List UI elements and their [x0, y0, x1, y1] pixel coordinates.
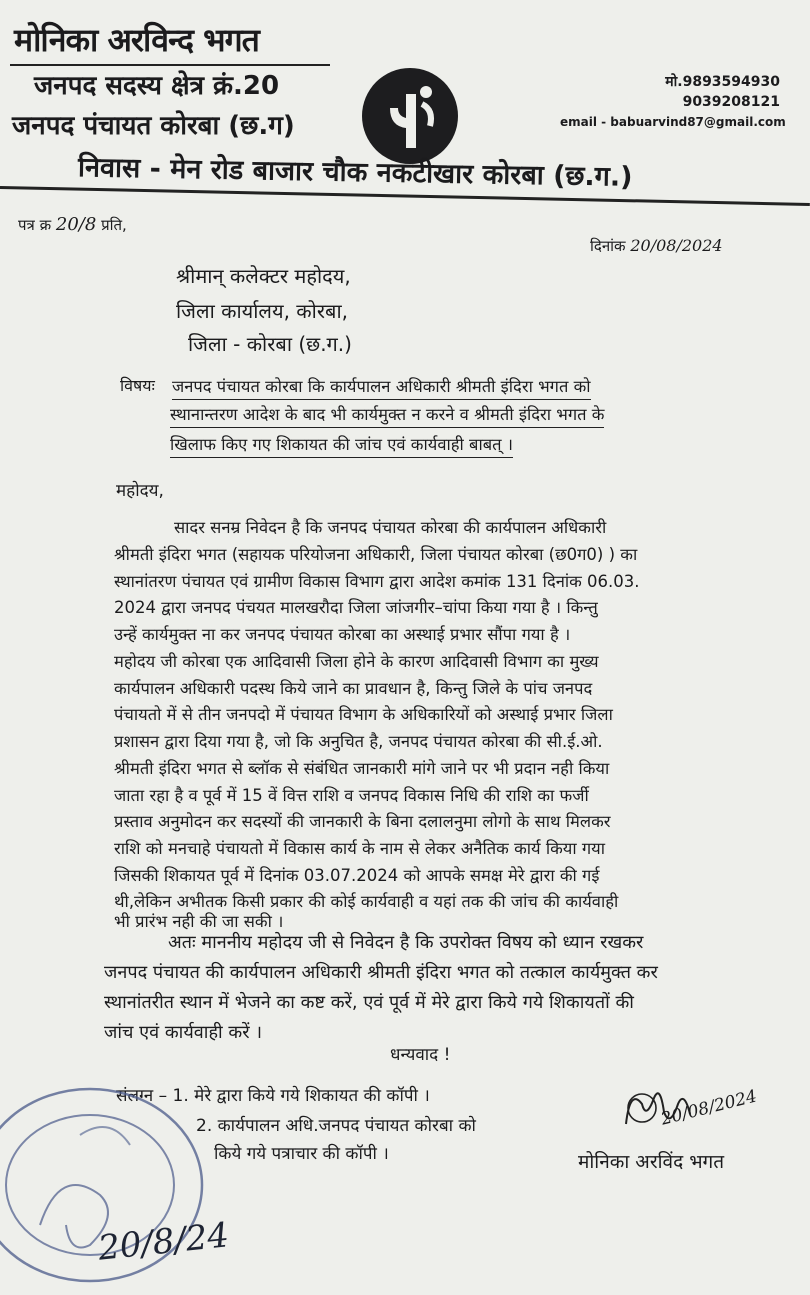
closing-line: अतः माननीय महोदय जी से निवेदन है कि उपरोक्त विषय को ध्यान रखकर [168, 932, 644, 953]
closing-line: जनपद पंचायत की कार्यपालन अधिकारी श्रीमती इंदिरा भगत को तत्काल कार्यमुक्त कर [104, 962, 658, 983]
thanks: धन्यवाद ! [390, 1045, 451, 1065]
letter-date [590, 236, 723, 256]
body-line: थी,लेकिन अभीतक किसी प्रकार की कोई कार्यवाही व यहां तक की जांच की कार्यवाही [114, 892, 619, 911]
body-line: श्रीमती इंदिरा भगत से ब्लॉक से संबंधित जानकारी मांगे जाने पर भी प्रदान नही किया [114, 759, 610, 778]
body-line: भी प्रारंभ नही की जा सकी । [114, 912, 284, 931]
body-line: श्रीमती इंदिरा भगत (सहायक परियोजना अधिकारी, जिला पंचायत कोरबा (छ0ग0) ) का [114, 545, 638, 564]
date-value: 20/08/2024 [630, 236, 723, 255]
enclosure-line-1: संलग्न – 1. मेरे द्वारा किये गये शिकायत की कॉपी । [116, 1086, 430, 1106]
letter-reference [18, 214, 127, 235]
body-line: उन्हें कार्यमुक्त ना कर जनपद पंचायत कोरबा का अस्थाई प्रभार सौंपा गया है । [114, 625, 571, 644]
phone-1: मो.9893594930 [665, 74, 780, 90]
email: email - babuarvind87@gmail.com [560, 115, 786, 129]
ref-number: 20/8 [55, 214, 97, 235]
addressee-line-1: श्रीमान् कलेक्टर महोदय, [176, 264, 351, 288]
letterhead-name: मोनिका अरविन्द भगत [14, 21, 259, 59]
signatory-name: मोनिका अरविंद भगत [578, 1151, 725, 1173]
body-line: 2024 द्वारा जनपद पंचयत मालखरौदा जिला जांजगीर–चांपा किया गया है । किन्तु [114, 598, 598, 617]
party-logo-icon [360, 66, 460, 166]
closing-line: जांच एवं कार्यवाही करें । [104, 1022, 263, 1043]
body-line: स्थानांतरण पंचायत एवं ग्रामीण विकास विभाग द्वारा आदेश कमांक 131 दिनांक 06.03. [114, 572, 640, 591]
prati-label: प्रति, [101, 216, 127, 234]
closing-line: स्थानांतरीत स्थान में भेजने का कष्ट करें, एवं पूर्व में मेरे द्वारा किये गये शिकायतों की [104, 992, 634, 1013]
subject-line: जनपद पंचायत कोरबा कि कार्यपालन अधिकारी श्रीमती इंदिरा भगत को [172, 374, 591, 400]
subject-line: खिलाफ किए गए शिकायत की जांच एवं कार्यवाही बाबत् । [170, 432, 513, 458]
body-line: प्रशासन द्वारा दिया गया है, जो कि अनुचित है, जनपद पंचायत कोरबा की सी.ई.ओ. [114, 732, 603, 751]
addressee-line-2: जिला कार्यालय, कोरबा, [176, 299, 348, 323]
body-line: महोदय जी कोरबा एक आदिवासी जिला होने के कारण आदिवासी विभाग का मुख्य [114, 652, 599, 671]
body-line: पंचायतो में से तीन जनपदो में पंचायत विभाग के अधिकारियों को अस्थाई प्रभार जिला [114, 705, 613, 724]
addressee-line-3: जिला - कोरबा (छ.ग.) [188, 332, 352, 356]
ref-label: पत्र क्र [18, 216, 52, 234]
received-date: 20/8/24 [96, 1215, 231, 1269]
letterhead-seat: जनपद सदस्य क्षेत्र क्रं.20 [34, 71, 280, 101]
date-label: दिनांक [590, 237, 626, 255]
body-line: राशि को मनचाहे पंचायतो में विकास कार्य के नाम से लेकर अनैतिक कार्य किया गया [114, 839, 606, 858]
body-line: कार्यपालन अधिकारी पदस्थ किये जाने का प्रावधान है, किन्तु जिले के पांच जनपद [114, 679, 593, 698]
salutation: महोदय, [116, 481, 164, 501]
phone-2: 9039208121 [682, 94, 780, 110]
enclosure-line-2: 2. कार्यपालन अधि.जनपद पंचायत कोरबा को [196, 1116, 476, 1136]
body-line: जिसकी शिकायत पूर्व में दिनांक 03.07.2024 को आपके समक्ष मेरे द्वारा की गई [114, 866, 600, 885]
residence-address: निवास - मेन रोड बाजार चौक नकटीखार कोरबा (छ.ग.) [77, 152, 633, 193]
body-line: जाता रहा है व पूर्व में 15 वें वित्त राशि व जनपद विकास निधि की राशि का फर्जी [114, 786, 589, 805]
subject-line: स्थानान्तरण आदेश के बाद भी कार्यमुक्त न करने व श्रीमती इंदिरा भगत के [170, 402, 604, 428]
contact-block [560, 72, 786, 132]
body-line: प्रस्ताव अनुमोदन कर सदस्यों की जानकारी के बिना दलालनुमा लोगो के साथ मिलकर [114, 812, 611, 831]
letterhead-panchayat: जनपद पंचायत कोरबा (छ.ग) [12, 111, 295, 141]
subject-label: विषयः [120, 376, 155, 395]
signature-date: 20/08/2024 [659, 1086, 759, 1130]
body-line: सादर सनम्र निवेदन है कि जनपद पंचायत कोरबा की कार्यपालन अधिकारी [174, 518, 607, 537]
enclosure-line-3: किये गये पत्राचार की कॉपी । [214, 1144, 389, 1164]
